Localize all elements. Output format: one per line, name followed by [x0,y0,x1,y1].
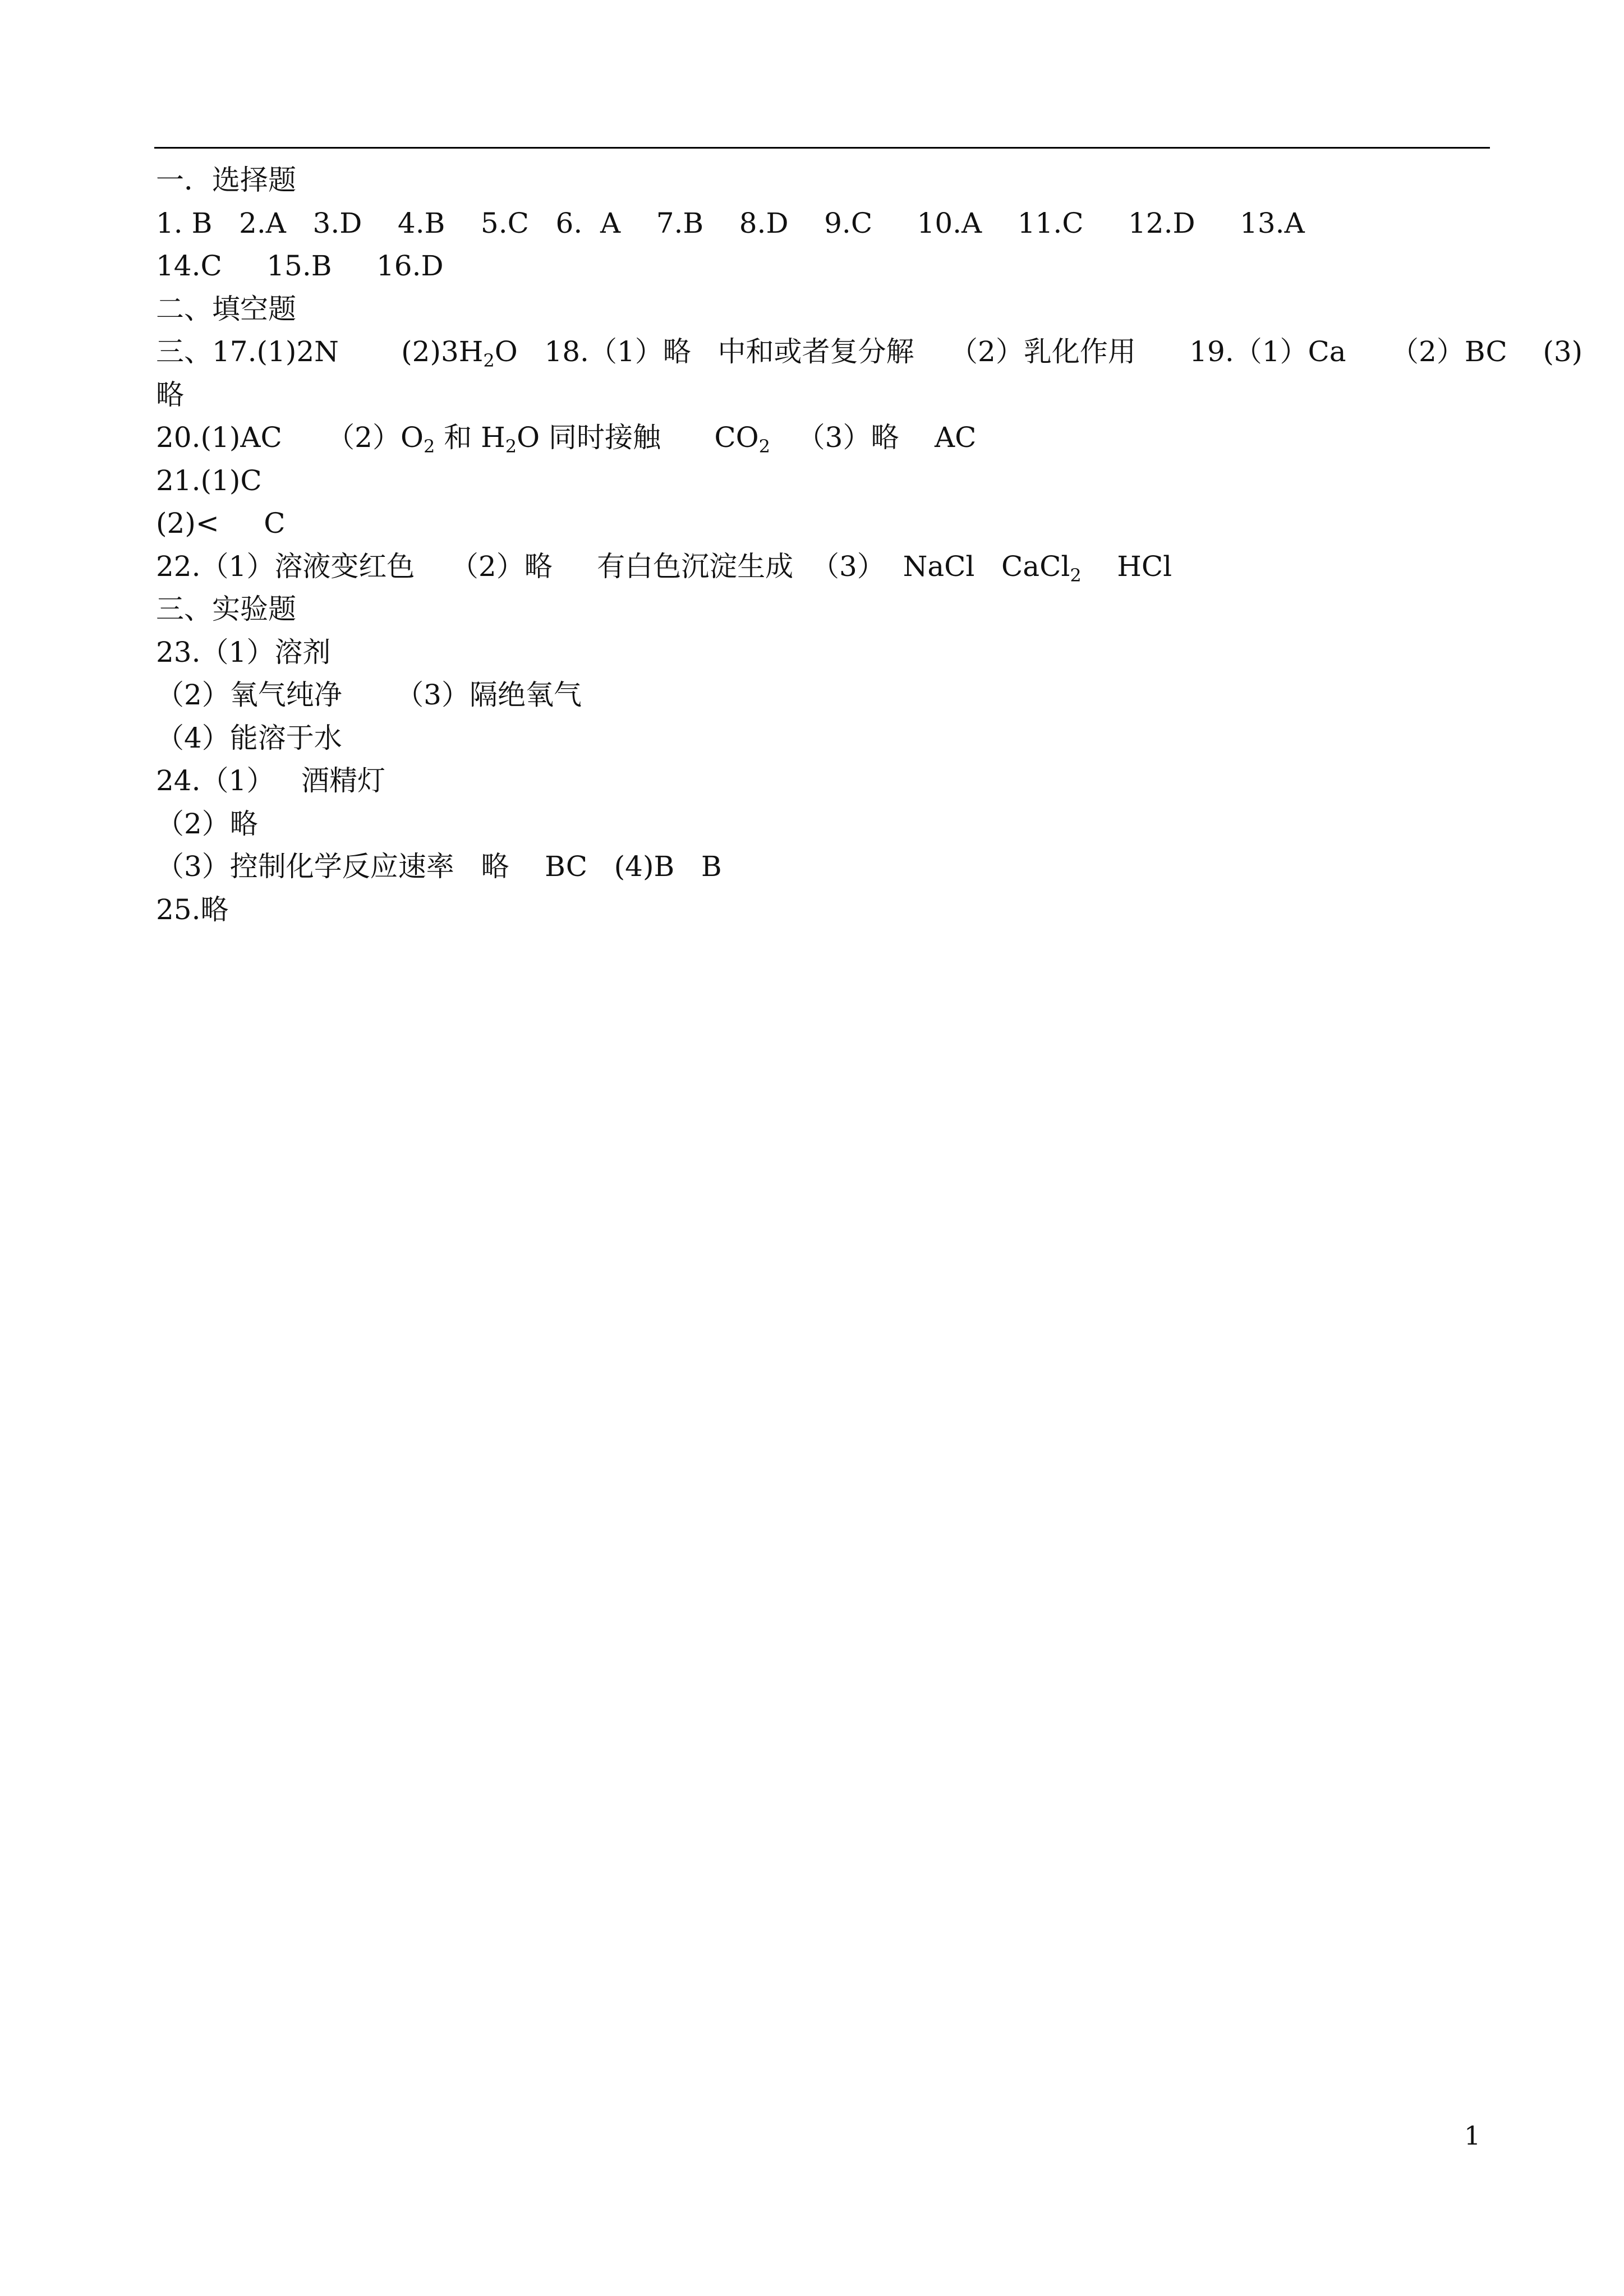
answer-24-part-2: （2）略 [156,807,258,840]
answer-19-continuation: 略 [156,378,184,411]
subscript: 2 [505,436,517,457]
subscript: 2 [758,436,770,457]
answer-22 [156,545,1547,588]
multiple-choice-answers-row-2: 14.C 15.B 16.D [156,250,444,282]
answer-21-part-1: 21.(1)C [156,464,262,497]
header-rule [154,147,1490,149]
answer-text-segment: 三、17.(1)2N (2)3H [156,335,484,368]
subscript: 2 [483,350,495,371]
section-heading-experiment: 三、实验题 [156,593,296,625]
answer-25: 25.略 [156,893,229,926]
answer-23-parts-2-3: （2）氧气纯净 （3）隔绝氧气 [156,679,582,711]
answer-text-segment: HCl [1081,550,1172,583]
answer-text-segment: 和 H [435,421,505,454]
answer-text-segment: （3）略 AC [770,421,977,454]
answer-23-part-1: 23.（1）溶剂 [156,635,331,668]
answer-key-content [156,159,1583,931]
section-heading-multiple-choice: 一．选择题 [156,164,296,196]
answers-17-to-19 [156,330,1583,374]
section-heading-fill-in: 二、填空题 [156,292,296,325]
answer-23-part-4: （4）能溶于水 [156,721,342,754]
multiple-choice-answers-row-1: 1. B 2.A 3.D 4.B 5.C 6. A 7.B 8.D 9.C 10.A 11.C 12.D 13.A [156,206,1305,239]
answer-text-segment: O 同时接触 CO [517,421,759,454]
answer-24-parts-3-4: （3）控制化学反应速率 略 BC (4)B B [156,850,722,883]
answer-20 [156,416,1547,459]
page-number: 1 [1464,2120,1481,2151]
subscript: 2 [423,436,435,457]
answer-24-part-1: 24.（1） 酒精灯 [156,764,386,797]
answer-21-part-2: (2)< C [156,507,286,540]
subscript: 2 [1070,564,1082,586]
answer-text-segment: 22.（1）溶液变红色 （2）略 有白色沉淀生成 （3） NaCl CaCl [156,550,1070,583]
answer-text-segment: 20.(1)AC （2）O [156,421,424,454]
answer-text-segment: O 18.（1）略 中和或者复分解 （2）乳化作用 19.（1）Ca （2）BC (3) [494,335,1583,368]
